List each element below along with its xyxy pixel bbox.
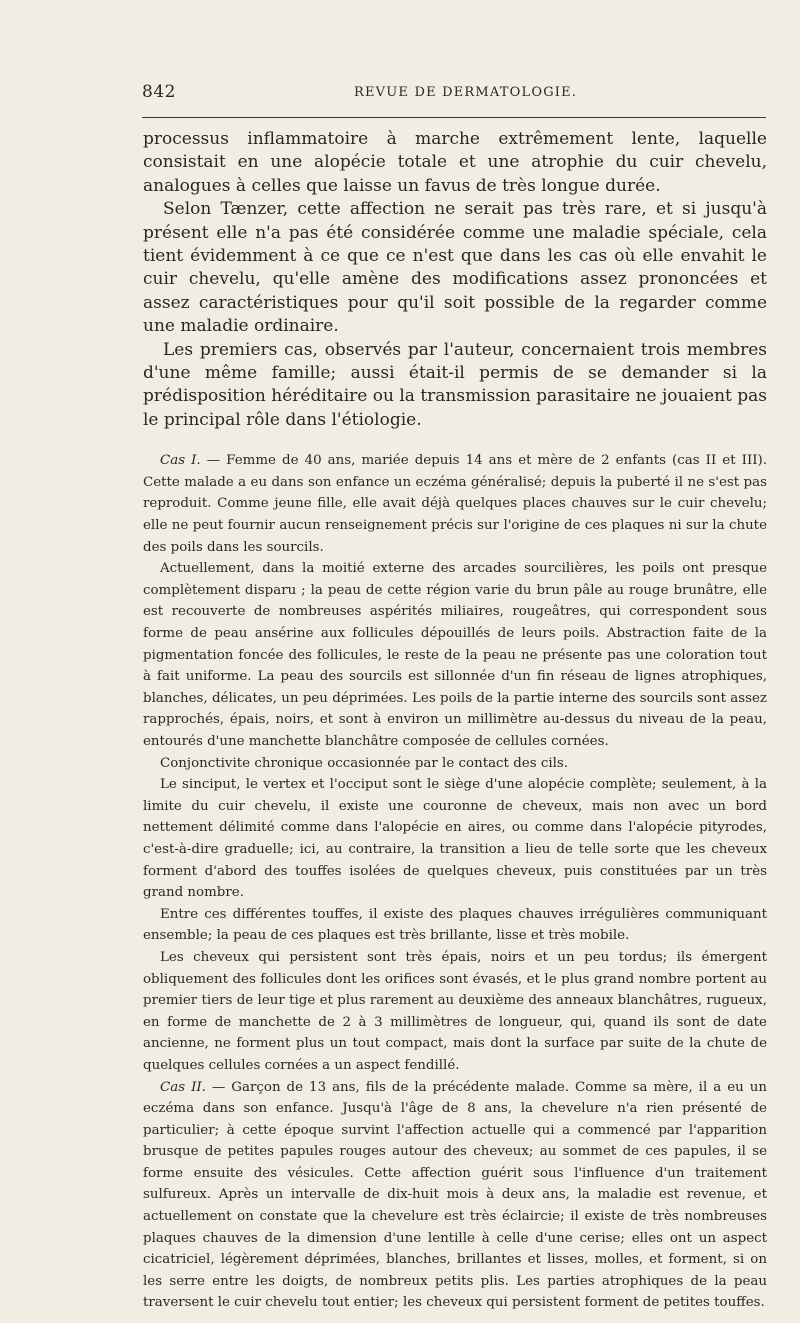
case-2-text: — Garçon de 13 ans, fils de la précédente malade. Comme sa mère, il a eu un eczéma dans son enfance. Jusqu'à l'âge de 8 ans, la chevelure n'a rien présenté de particulier; à cette époque survint l'affection actuelle qui a commencé par l'apparition brusque de petites papules rouges autour des cheveux; au sommet de ces papules, il se forme ensuite des vésicules. Cette affection guérit sous l'influence d'un traitement sulfureux. Après un intervalle de dix-huit mois à deux ans, la maladie est revenue, et actuellement on constate que la chevelure est très éclaircie; il existe de très nombreuses plaques chauves de la dimension d'une lentille à celle d'une cerise; elles ont un aspect cicatriciel, légèrement déprimées, blanches, brillantes et lisses, molles, et forment, si on les serre entre les doigts, de nombreux petits plis. Les parties atrophiques de la peau traversent le cuir chevelu tout entier; les cheveux qui persistent forment de petites touffes.	[143, 1079, 767, 1311]
case-2-paragraph	[143, 1077, 767, 1315]
case-1-paragraph: Actuellement, dans la moitié externe des arcades sourcilières, les poils ont presque complètement disparu ; la peau de cette région varie du brun pâle au rouge brunâtre, elle est recouverte de nombreuses aspérités miliaires, rougeâtres, qui correspondent sous forme de peau ansérine aux follicules dépouillés de leurs poils. Abstraction faite de la pigmentation foncée des follicules, le reste de la peau ne présente pas une coloration tout à fait uniforme. La peau des sourcils est sillonnée d'un fin réseau de lignes atrophiques, blanches, délicates, un peu déprimées. Les poils de la partie interne des sourcils sont assez rapprochés, épais, noirs, et sont à environ un millimètre au-dessus du niveau de la peau, entourés d'une manchette blanchâtre composée de cellules cornées.	[143, 561, 767, 749]
paragraph: processus inflammatoire à marche extrêmement lente, laquelle consistait en une alopécie totale et une atrophie du cuir chevelu, analogues à celles que laisse un favus de très longue durée.	[143, 129, 767, 196]
page-header	[142, 82, 764, 104]
case-1-intro-text: — Femme de 40 ans, mariée depuis 14 ans et mère de 2 enfants (cas II et III). Cette malade a eu dans son enfance un eczéma généralisé; depuis la puberté il ne s'est pas reproduit. Comme jeune fille, elle avait déjà quelques places chauves sur le cuir chevelu; elle ne peut fournir aucun renseignement précis sur l'origine de ces plaques ni sur la chute des poils dans les sourcils.	[143, 453, 768, 555]
case-2-label: Cas II.	[160, 1079, 206, 1095]
case-1-label: Cas I.	[160, 453, 201, 469]
case-1-paragraph: Entre ces différentes touffes, il existe des plaques chauves irrégulières communiquant ensemble; la peau de ces plaques est très brillante, lisse et très mobile.	[143, 906, 767, 944]
case-1-paragraph: Conjonctivite chronique occasionnée par le contact des cils.	[160, 755, 569, 771]
header-rule	[142, 117, 766, 118]
case-1-paragraph: Les cheveux qui persistent sont très épais, noirs et un peu tordus; ils émergent obliquement des follicules dont les orifices sont évasés, et le plus grand nombre portent au premier tiers de leur tige et plus rarement au deuxième des anneaux blanchâtres, rugueux, en forme de manchette de 2 à 3 millimètres de longueur, qui, quand ils sont de date ancienne, ne forment plus un tout compact, mais dont la surface par suite de la chute de quelques cellules cornées a un aspect fendillé.	[143, 949, 767, 1073]
case-reports	[143, 450, 767, 1314]
body-text	[143, 128, 767, 1314]
paragraph: Selon Tænzer, cette affection ne serait pas très rare, et si jusqu'à présent elle n'a pas été considérée comme une maladie spéciale, cela tient évidemment à ce que ce n'est que dans les cas où elle envahit le cuir chevelu, qu'elle amène des modifications assez prononcées et assez caractéristiques pour qu'il soit possible de la regarder comme une maladie ordinaire.	[143, 199, 767, 337]
case-1-paragraph: Le sinciput, le vertex et l'occiput sont le siège d'une alopécie complète; seulement, à la limite du cuir chevelu, il existe une couronne de cheveux, mais non avec un bord nettement délimité comme dans l'alopécie en aires, ou comme dans l'alopécie pityrodes, c'est-à-dire graduelle; ici, au contraire, la transition a lieu de telle sorte que les cheveux forment d'abord des touffes isolées de quelques cheveux, puis constituées par un très grand nombre.	[143, 777, 767, 901]
case-1-intro	[143, 450, 767, 558]
page-number: 842	[142, 82, 176, 102]
main-section	[143, 128, 767, 432]
paragraph: Les premiers cas, observés par l'auteur, concernaient trois membres d'une même famille; aussi était-il permis de se demander si la prédisposition héréditaire ou la transmission parasitaire ne jouaient pas le principal rôle dans l'étiologie.	[143, 339, 767, 430]
running-title: REVUE DE DERMATOLOGIE.	[354, 85, 578, 100]
